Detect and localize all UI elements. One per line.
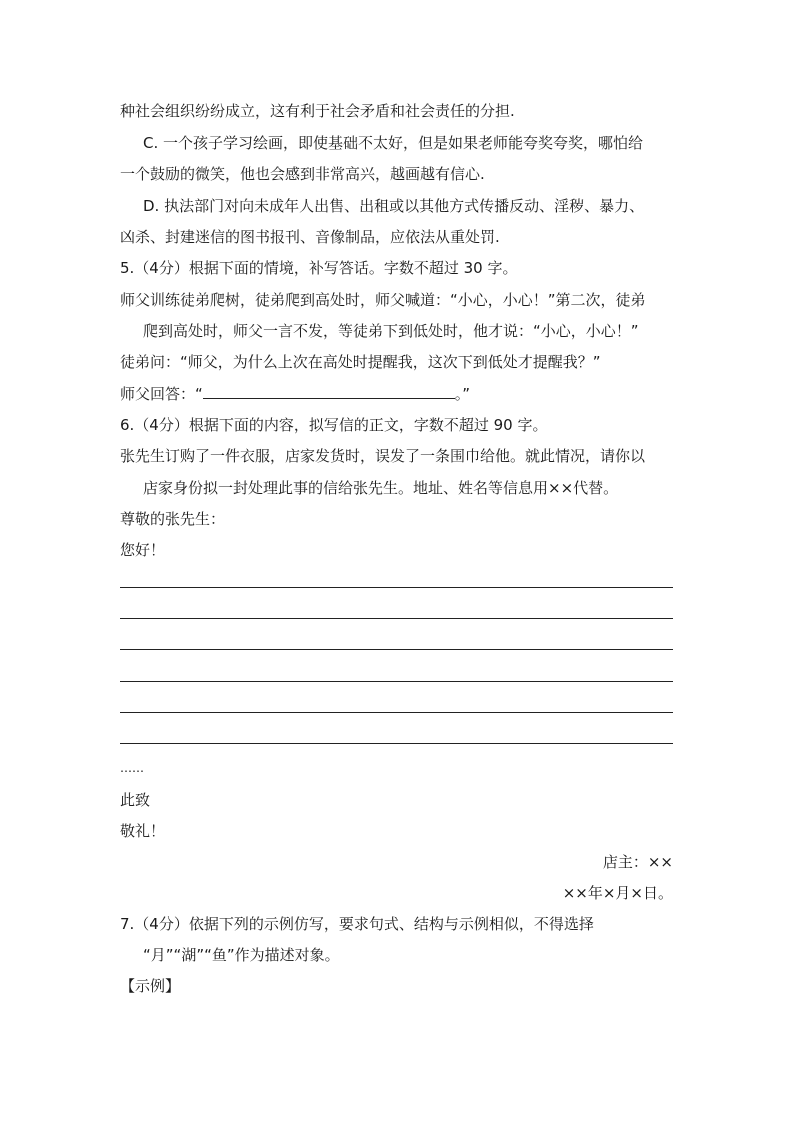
option-d-line-2: 凶杀、封建迷信的图书报刊、音像制品，应依法从重处罚. (120, 228, 500, 246)
question-6-line-2: 店家身份拟一封处理此事的信给张先生。地址、姓名等信息用××代替。 (143, 479, 619, 497)
question-6-line-1: 张先生订购了一件衣服，店家发货时，误发了一条围巾给他。就此情况，请你以 (120, 447, 646, 465)
letter-closing-2: 敬礼！ (120, 822, 166, 840)
question-6-title: 6.（4分）根据下面的内容，拟写信的正文，字数不超过 90 字。 (120, 416, 548, 434)
letter-ellipsis: …… (120, 761, 144, 775)
question-7-line-2: “月”“湖”“鱼”作为描述对象。 (143, 946, 340, 964)
writing-line-4[interactable] (120, 681, 673, 682)
text-line: 种社会组织纷纷成立，这有利于社会矛盾和社会责任的分担. (120, 102, 515, 120)
answer-blank[interactable] (203, 384, 455, 399)
writing-line-1[interactable] (120, 587, 673, 588)
writing-line-5[interactable] (120, 712, 673, 713)
letter-date: ××年×月×日。 (562, 884, 673, 902)
example-label: 【示例】 (120, 977, 181, 995)
letter-greeting: 您好！ (120, 541, 166, 559)
option-d-line-1: D. 执法部门对向未成年人出售、出租或以其他方式传播反动、淫秽、暴力、 (143, 197, 645, 215)
option-c-line-2: 一个鼓励的微笑，他也会感到非常高兴，越画越有信心. (120, 165, 485, 183)
option-c-line-1: C. 一个孩子学习绘画，即使基础不太好，但是如果老师能夸奖夸奖，哪怕给 (143, 134, 644, 152)
letter-salutation: 尊敬的张先生： (120, 510, 226, 528)
question-5-line-2: 爬到高处时，师父一言不发，等徒弟下到低处时，他才说：“小心，小心！” (143, 322, 639, 340)
writing-line-6[interactable] (120, 743, 673, 744)
answer-suffix: 。” (454, 385, 471, 403)
letter-signature: 店主：×× (602, 853, 673, 871)
question-5-line-1: 师父训练徒弟爬树，徒弟爬到高处时，师父喊道：“小心，小心！”第二次，徒弟 (120, 291, 646, 309)
writing-line-2[interactable] (120, 618, 673, 619)
letter-closing-1: 此致 (120, 791, 151, 809)
question-5-title: 5.（4分）根据下面的情境，补写答话。字数不超过 30 字。 (120, 259, 518, 277)
answer-prefix: 师父回答：“ (120, 385, 203, 403)
question-5-line-3: 徒弟问：“师父，为什么上次在高处时提醒我，这次下到低处才提醒我？” (120, 353, 601, 371)
question-7-line-1: 7.（4分）依据下列的示例仿写，要求句式、结构与示例相似，不得选择 (120, 915, 594, 933)
writing-line-3[interactable] (120, 649, 673, 650)
question-5-answer (120, 384, 470, 404)
